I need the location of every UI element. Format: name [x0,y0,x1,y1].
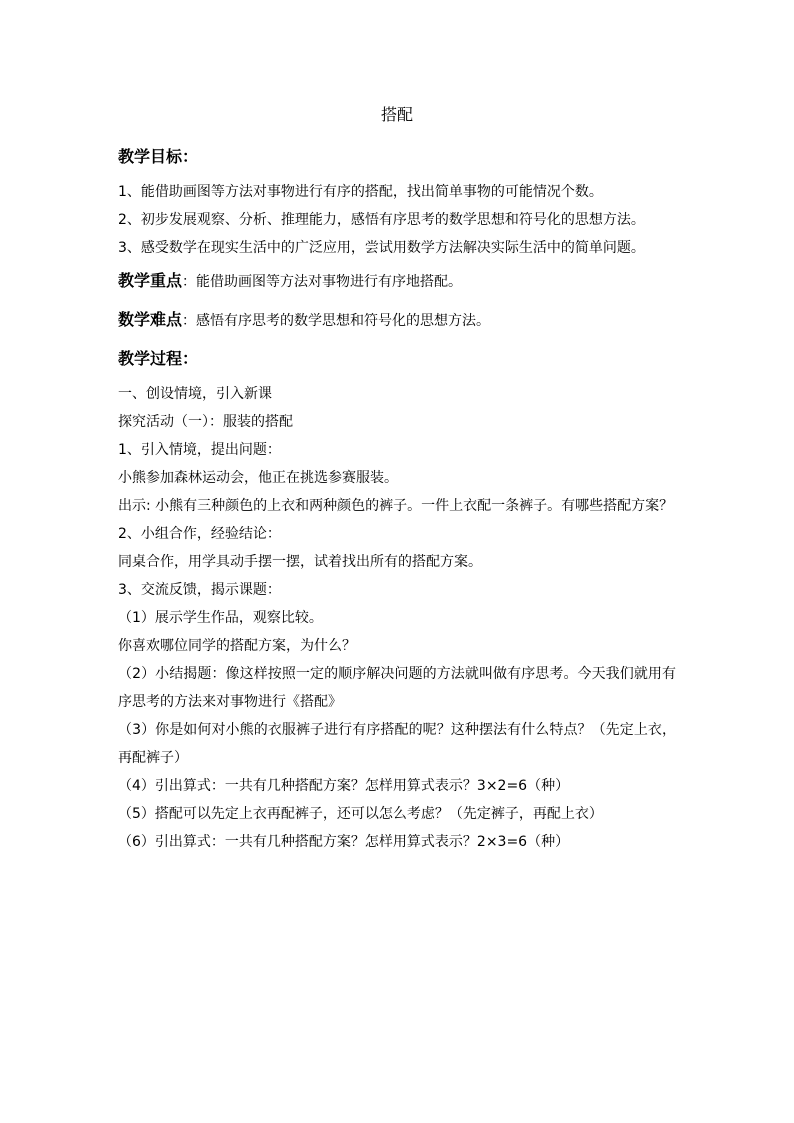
objective-item-1: 1、能借助画图等方法对事物进行有序的搭配，找出简单事物的可能情况个数。 [118,184,603,200]
process-line: （4）引出算式：一共有几种搭配方案？怎样用算式表示？3×2=6（种） [118,778,570,794]
process-line: 出示: 小熊有三种颜色的上衣和两种颜色的裤子。一件上衣配一条裤子。有哪些搭配方案？ [118,498,674,514]
difficulty-text: ：感悟有序思考的数学思想和符号化的思想方法。 [182,313,491,329]
process-line: （2）小结揭题：像这样按照一定的顺序解决问题的方法就叫做有序思考。今天我们就用有序思考的方法来对事物进行《搭配》 [118,666,676,710]
process-line: 同桌合作，用学具动手摆一摆，试着找出所有的搭配方案。 [118,554,482,570]
process-heading: 教学过程： [118,349,199,368]
document-title: 搭配 [380,105,413,124]
process-line: 探究活动（一）：服装的搭配 [118,414,293,430]
process-line: （6）引出算式：一共有几种搭配方案？怎样用算式表示？2×3=6（种） [118,834,570,850]
objective-item-3: 3、感受数学在现实生活中的广泛应用，尝试用数学方法解决实际生活中的简单问题。 [118,240,645,256]
process-line: 你喜欢哪位同学的搭配方案，为什么？ [118,638,356,654]
objectives-heading: 教学目标： [118,147,199,166]
process-line: 小熊参加森林运动会，他正在挑选参赛服装。 [118,470,398,486]
process-line: （3）你是如何对小熊的衣服裤子进行有序搭配的呢？这种摆法有什么特点？（先定上衣，再配裤子） [118,722,676,766]
key-point-label: 教学重点 [118,271,183,290]
process-line: （5）搭配可以先定上衣再配裤子，还可以怎么考虑？（先定裤子，再配上衣） [118,806,603,822]
difficulty-point [118,309,676,332]
process-line: 3、交流反馈，揭示课题： [118,582,281,598]
objective-item-2: 2、初步发展观察、分析、推理能力，感悟有序思考的数学思想和符号化的思想方法。 [118,212,645,228]
process-line: 2、小组合作，经验结论： [118,526,281,542]
key-point [118,270,676,293]
difficulty-label: 数学难点 [118,310,183,329]
process-line: 1、引入情境，提出问题： [118,442,281,458]
process-line: 一、创设情境，引入新课 [118,386,272,402]
key-point-text: ：能借助画图等方法对事物进行有序地搭配。 [182,274,463,290]
process-line: （1）展示学生作品，观察比较。 [118,610,323,626]
